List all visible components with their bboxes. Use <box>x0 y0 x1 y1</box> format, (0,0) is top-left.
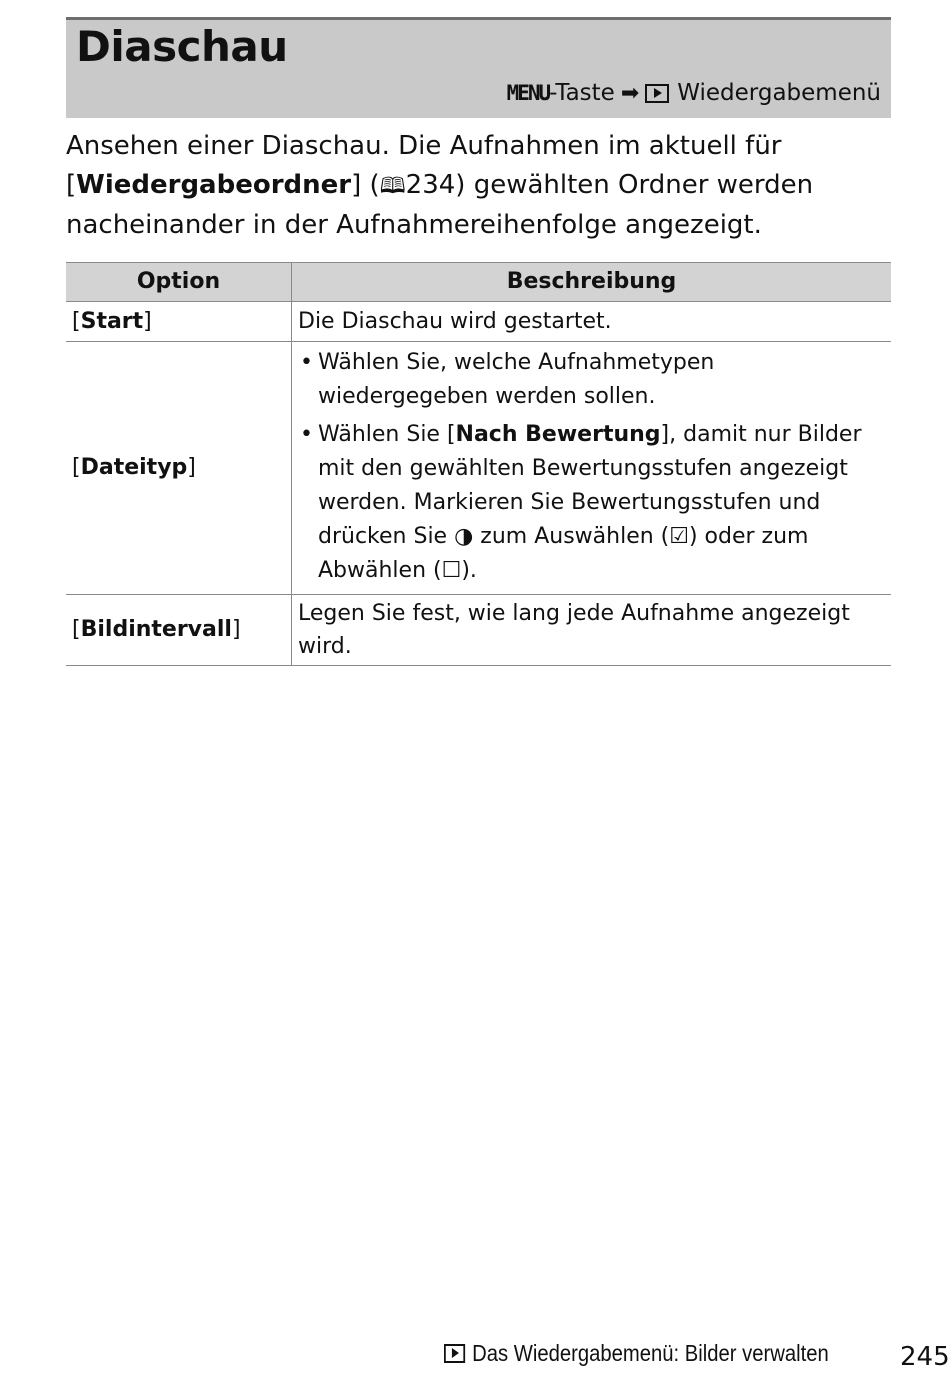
multi-selector-right-icon: ◑ <box>454 524 474 549</box>
menu-breadcrumb <box>507 80 881 106</box>
page-footer <box>444 1340 829 1367</box>
page-title: Diaschau <box>76 22 288 71</box>
table-row <box>66 302 891 342</box>
table-row <box>66 595 891 666</box>
table-row <box>66 342 891 595</box>
arrow-right-icon: ➡ <box>620 80 640 106</box>
table-header-row <box>66 263 891 302</box>
checkbox-empty-icon: ☐ <box>441 558 462 583</box>
list-item: • Wählen Sie [Nach Bewertung], damit nur Bilder mit den gewählten Bewertungsstufen angezeigt werden. Markieren Sie Bewertungsstufen und drücken Sie ◑ zum Auswählen (☑) oder zum Abwählen (☐). <box>298 418 885 588</box>
option-cell: [Dateityp] <box>66 342 292 595</box>
playback-icon <box>444 1344 465 1363</box>
checkbox-checked-icon: ☑ <box>669 524 689 549</box>
options-table <box>66 262 891 666</box>
setting-term: Wiedergabeordner <box>76 170 352 200</box>
page-reference[interactable]: 234 <box>405 170 456 200</box>
page-number: 245 <box>900 1342 950 1372</box>
section-header <box>66 17 891 118</box>
description-cell: Legen Sie fest, wie lang jede Aufnahme angezeigt wird. <box>292 595 892 666</box>
list-item: • Wählen Sie, welche Aufnahmetypen wiedergegeben werden sollen. <box>298 346 885 414</box>
option-cell: [Start] <box>66 302 292 342</box>
book-reference-icon: 🕮 <box>379 174 406 199</box>
option-cell: [Bildintervall] <box>66 595 292 666</box>
bullet-list <box>298 346 885 588</box>
playback-icon <box>645 84 669 103</box>
menu-key-label: MENU <box>506 81 550 105</box>
intro-paragraph: Ansehen einer Diaschau. Die Aufnahmen im aktuell für [Wiedergabeordner] (🕮234) gewählten Ordner werden nacheinander in der Aufnahmereihenfolge angezeigt. <box>66 131 814 240</box>
footer-section-title: Das Wiedergabemenü: Bilder verwalten <box>472 1340 829 1366</box>
column-header-option: Option <box>66 263 292 302</box>
column-header-description: Beschreibung <box>292 263 892 302</box>
description-cell <box>292 342 892 595</box>
description-cell: Die Diaschau wird gestartet. <box>292 302 892 342</box>
key-suffix: -Taste <box>549 80 615 106</box>
breadcrumb-menu-name: Wiedergabemenü <box>677 80 881 106</box>
